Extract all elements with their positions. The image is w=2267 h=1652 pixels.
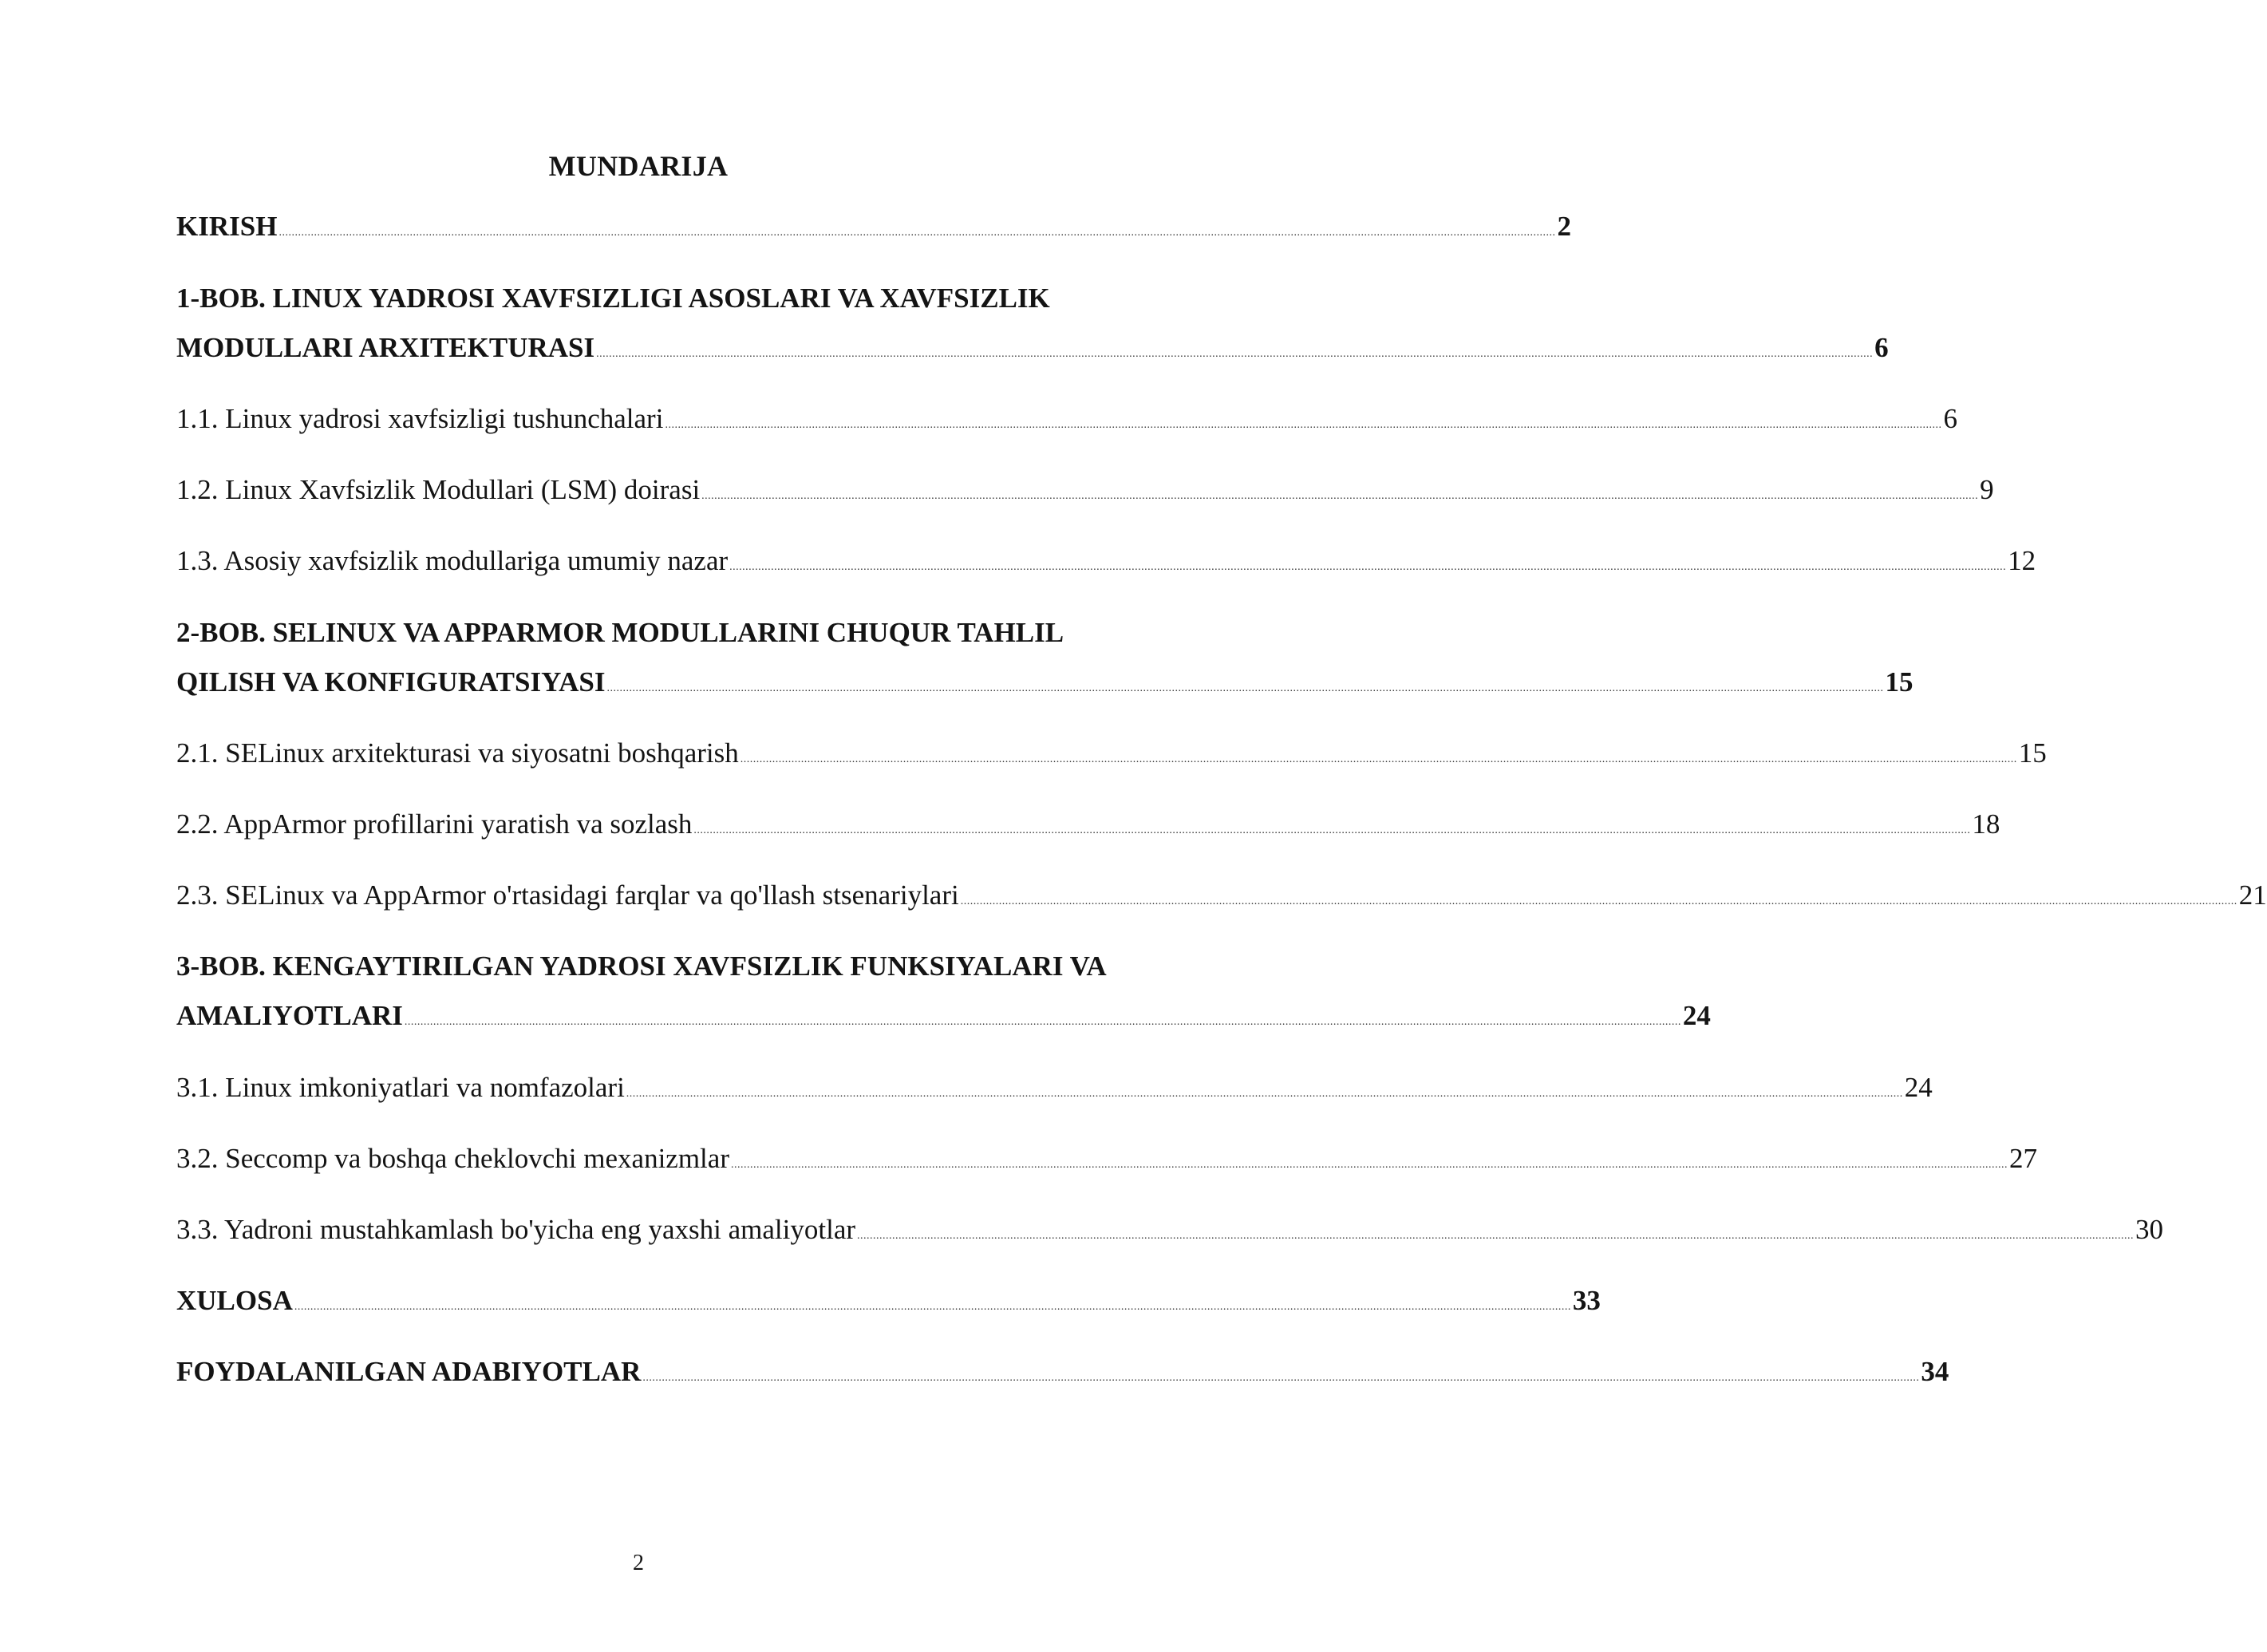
- toc-entry-title: XULOSA: [176, 1285, 293, 1316]
- dot-leader: ................................................................................................................................................................................................................................................................................................................................................................................................................: [701, 490, 1979, 502]
- toc-entry-page: 21: [2238, 879, 2267, 911]
- dot-leader: ................................................................................................................................................................................................................................................................................................................................................................................................................: [642, 1372, 1920, 1384]
- dot-leader: ................................................................................................................................................................................................................................................................................................................................................................................................................: [729, 561, 2007, 573]
- dot-leader: ................................................................................................................................................................................................................................................................................................................................................................................................................: [960, 895, 2237, 907]
- toc-entry-title: 1.3. Asosiy xavfsizlik modullariga umumiy nazar: [176, 545, 729, 576]
- toc-entry-title: KIRISH: [176, 211, 278, 242]
- toc-entry-page: 30: [2135, 1214, 2164, 1245]
- dot-leader: ................................................................................................................................................................................................................................................................................................................................................................................................................: [404, 1016, 1681, 1028]
- dot-leader: ................................................................................................................................................................................................................................................................................................................................................................................................................: [596, 348, 1874, 360]
- dot-leader: ................................................................................................................................................................................................................................................................................................................................................................................................................: [626, 1088, 1903, 1100]
- page-number: 2: [633, 1551, 644, 1575]
- toc-entry-page: 24: [1682, 1000, 1711, 1031]
- toc-entry-page: 18: [1972, 808, 2000, 840]
- toc-title: MUNDARIJA: [548, 150, 729, 182]
- toc-entry-page: 33: [1572, 1285, 1601, 1316]
- toc-entry-title-line1: 1-BOB. LINUX YADROSI XAVFSIZLIGI ASOSLARI VA XAVFSIZLIK: [176, 283, 1050, 314]
- toc-entry-title: 3.2. Seccomp va boshqa cheklovchi mexanizmlar: [176, 1143, 729, 1174]
- toc-entry-page: 34: [1921, 1356, 1949, 1387]
- toc-entry-title: 1.1. Linux yadrosi xavfsizligi tushunchalari: [176, 403, 664, 434]
- toc-entry-page: 27: [2008, 1143, 2037, 1174]
- toc-entry-page: 6: [1874, 332, 1889, 363]
- toc-entry-title: AMALIYOTLARI: [176, 1000, 403, 1031]
- toc-entry-title: 1.2. Linux Xavfsizlik Modullari (LSM) doirasi: [176, 474, 701, 505]
- toc-entry-title: 2.3. SELinux va AppArmor o'rtasidagi farqlar va qo'llash stsenariylari: [176, 879, 959, 911]
- toc-entry-title: 2.2. AppArmor profillarini yaratish va sozlash: [176, 808, 693, 840]
- toc-entry-page: 2: [1557, 211, 1571, 242]
- toc-entry-title-line1: 3-BOB. KENGAYTIRILGAN YADROSI XAVFSIZLIK FUNKSIYALARI VA: [176, 950, 1107, 982]
- dot-leader: ................................................................................................................................................................................................................................................................................................................................................................................................................: [606, 682, 1884, 694]
- dot-leader: ................................................................................................................................................................................................................................................................................................................................................................................................................: [857, 1230, 2135, 1242]
- dot-leader: ................................................................................................................................................................................................................................................................................................................................................................................................................: [294, 1301, 1571, 1313]
- toc-entry-page: 12: [2008, 545, 2036, 576]
- toc-entry-title: MODULLARI ARXITEKTURASI: [176, 332, 595, 363]
- dot-leader: ................................................................................................................................................................................................................................................................................................................................................................................................................: [278, 227, 1556, 239]
- dot-leader: ................................................................................................................................................................................................................................................................................................................................................................................................................: [665, 419, 1942, 431]
- dot-leader: ................................................................................................................................................................................................................................................................................................................................................................................................................: [740, 753, 2017, 765]
- toc-entry-title: QILISH VA KONFIGURATSIYASI: [176, 666, 606, 698]
- toc-entry-page: 9: [1980, 474, 1994, 505]
- toc-entry-page: 15: [1885, 666, 1914, 698]
- toc-entry-title-line1: 2-BOB. SELINUX VA APPARMOR MODULLARINI CHUQUR TAHLIL: [176, 617, 1064, 648]
- dot-leader: ................................................................................................................................................................................................................................................................................................................................................................................................................: [693, 824, 1971, 836]
- toc-entry-title: 3.1. Linux imkoniyatlari va nomfazolari: [176, 1072, 625, 1103]
- toc-entry-title: FOYDALANILGAN ADABIYOTLAR: [176, 1356, 642, 1387]
- toc-entry-page: 15: [2018, 737, 2047, 769]
- dot-leader: ................................................................................................................................................................................................................................................................................................................................................................................................................: [730, 1159, 2008, 1171]
- toc-entry-title: 3.3. Yadroni mustahkamlash bo'yicha eng yaxshi amaliyotlar: [176, 1214, 856, 1245]
- toc-entry-title: 2.1. SELinux arxitekturasi va siyosatni boshqarish: [176, 737, 739, 769]
- toc-entry-page: 24: [1904, 1072, 1933, 1103]
- toc-entry-page: 6: [1943, 403, 1957, 434]
